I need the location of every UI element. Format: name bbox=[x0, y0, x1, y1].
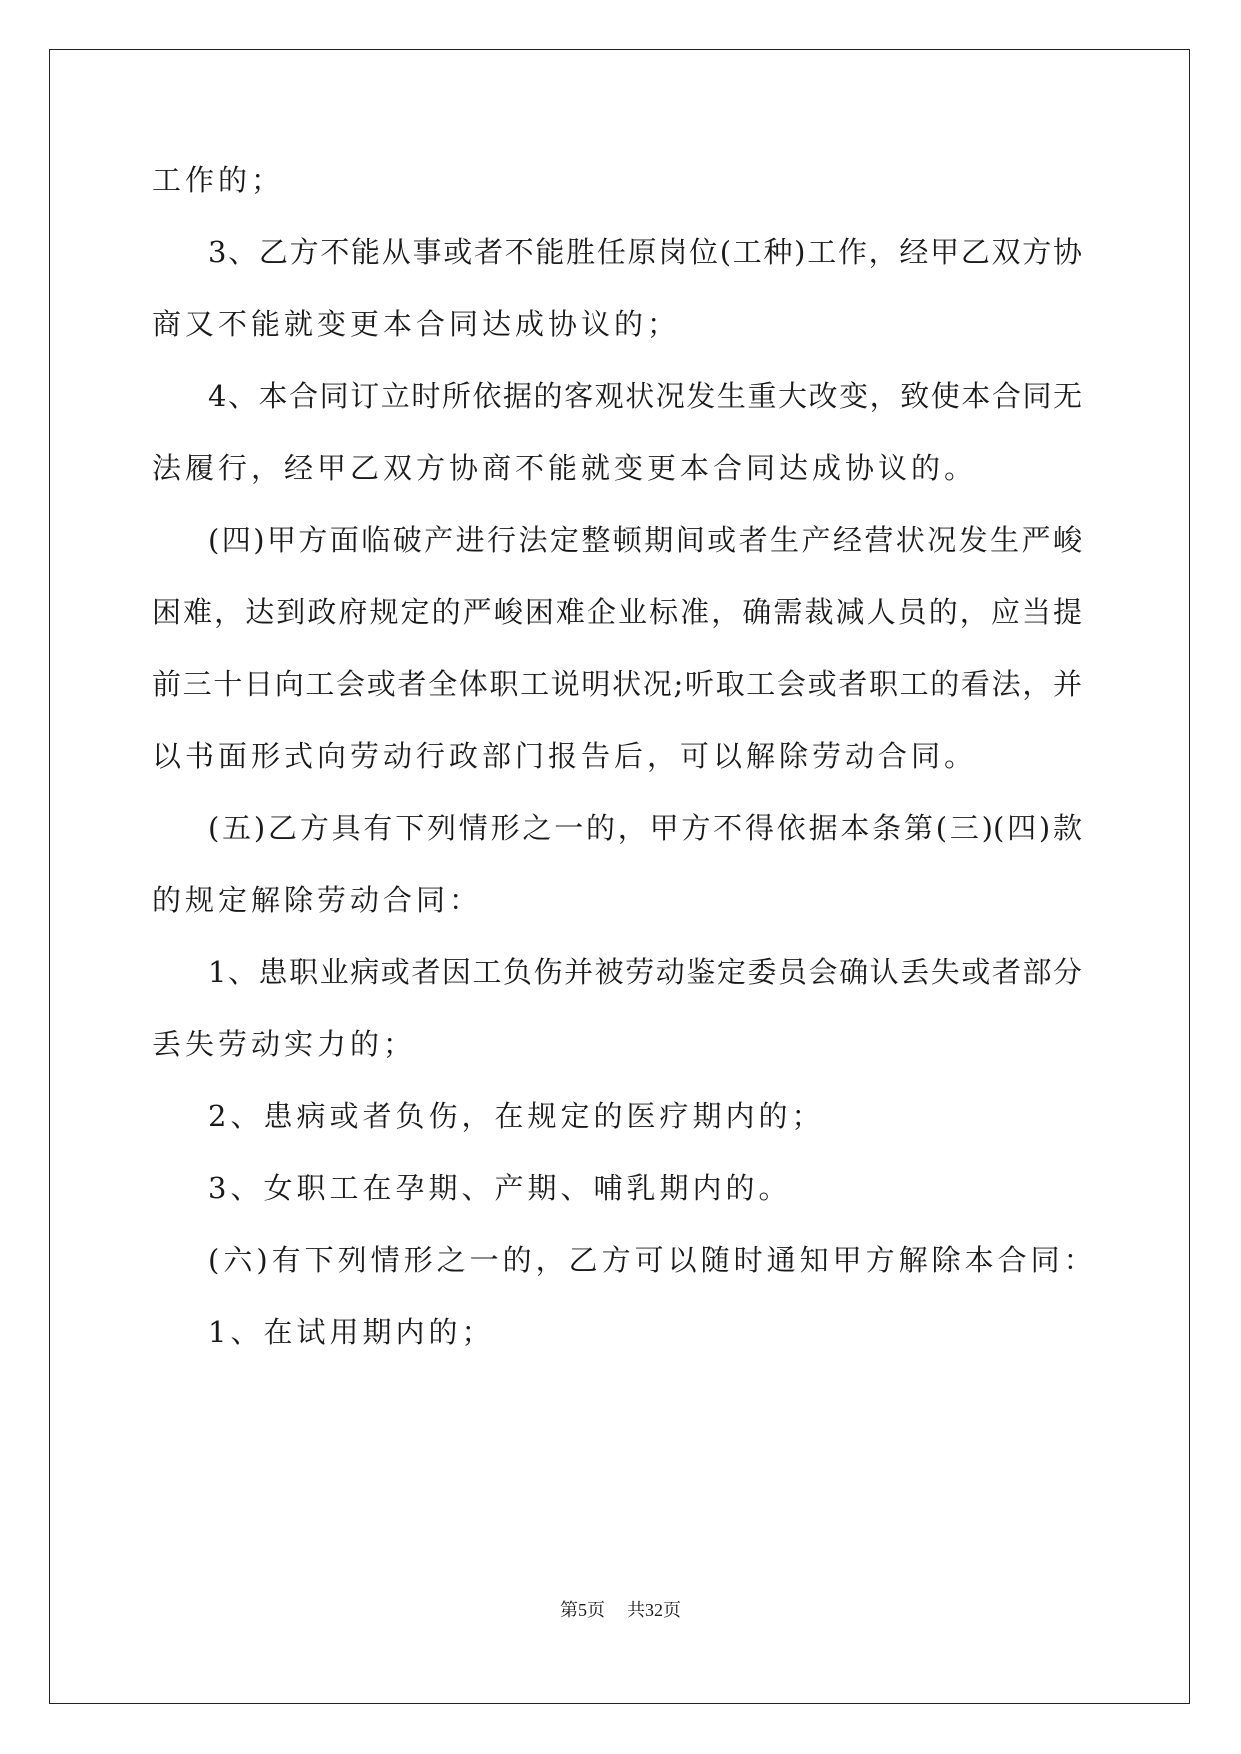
text-line bbox=[152, 520, 1082, 560]
page-border bbox=[49, 49, 1190, 1704]
text-line-content: (四)甲方面临破产进行法定整顿期间或者生产经营状况发生严峻 bbox=[208, 523, 1082, 557]
text-line bbox=[152, 808, 1082, 848]
text-line: (六)有下列情形之一的，乙方可以随时通知甲方解除本合同： bbox=[208, 1243, 1097, 1277]
text-line: 困难，达到政府规定的严峻困难企业标准，确需裁减人员的，应当提 bbox=[152, 595, 1082, 629]
text-line-content: 3、乙方不能从事或者不能胜任原岗位(工种)工作，经甲乙双方协 bbox=[208, 235, 1082, 269]
text-line: 1、在试用期内的； bbox=[208, 1315, 495, 1349]
text-line bbox=[152, 232, 1082, 272]
text-line-content: 1、患职业病或者因工负伤并被劳动鉴定委员会确认丢失或者部分 bbox=[208, 955, 1082, 989]
page-number: 第5页 bbox=[560, 1600, 605, 1620]
text-line: 商又不能就变更本合同达成协议的； bbox=[152, 307, 681, 341]
text-line: 3、女职工在孕期、产期、哺乳期内的。 bbox=[208, 1171, 792, 1205]
text-line: 丢失劳动实力的； bbox=[152, 1027, 417, 1061]
page-footer bbox=[0, 1598, 1241, 1622]
text-line-content: (五)乙方具有下列情形之一的，甲方不得依据本条第(三)(四)款 bbox=[208, 811, 1082, 845]
text-line bbox=[152, 952, 1082, 992]
text-line: 的规定解除劳动合同： bbox=[152, 883, 483, 917]
text-line: 工作的； bbox=[152, 163, 285, 197]
text-line: 以书面形式向劳动行政部门报告后，可以解除劳动合同。 bbox=[152, 739, 978, 773]
text-line: 前三十日向工会或者全体职工说明状况;听取工会或者职工的看法，并 bbox=[152, 667, 1082, 701]
text-line-content: 4、本合同订立时所依据的客观状况发生重大改变，致使本合同无 bbox=[208, 379, 1082, 413]
text-line: 法履行，经甲乙双方协商不能就变更本合同达成协议的。 bbox=[152, 451, 978, 485]
text-line: 2、患病或者负伤，在规定的医疗期内的； bbox=[208, 1099, 825, 1133]
page-total: 共32页 bbox=[627, 1600, 681, 1620]
text-line bbox=[152, 376, 1082, 416]
